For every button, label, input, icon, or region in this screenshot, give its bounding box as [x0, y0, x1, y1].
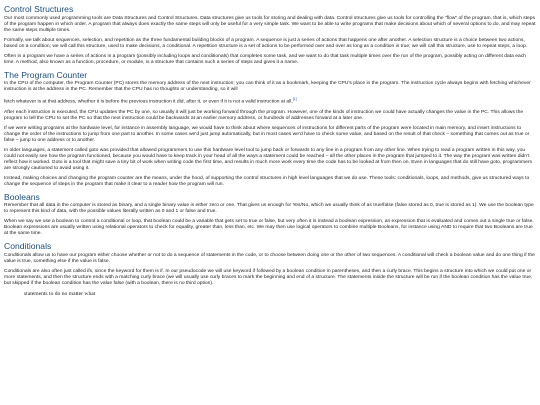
paragraph: When we say we use a boolean to control a conditional or loop, that boolean could be a variable that gets set to true or false, but very often it is instead a boolean expression, an expression that is evaluated and comes out a single true or false. Boolean expressions are usually written using relational operators to check for equality, greater than, less than, etc. We may then use logical operators to combine multiple Booleans, for instance using AND to require that two Booleans are true at the same time.: [4, 219, 534, 237]
paragraph: Conditionals allow us to have our program either choose whether or not to do a sequence of statements in the code, or to choose between doing one or the other of two sequences. A conditional will check a boolean value and do one thing if the value is true, something else if the value is false.: [4, 252, 535, 264]
paragraph: After each instruction is executed, the CPU updates the PC by one, so usually it will just be working forward through the program. However, one of the kinds of instruction we could have actually changes the value in the PC. This allows the program to tell the CPU to set the PC so that the next instruction could be backwards at an earlier memory address, or hundreds of addresses forward at a later one.: [4, 109, 524, 121]
paragraph: [4, 81, 536, 93]
paragraph: Formally, we talk about sequences, selection, and repetition as the three fundamental building blocks of a program. A sequence is just a series of actions that happens one after another. A selection structure is a choice between two actions, based on a condition; we will call this structure, used to make decisions, a conditional. A repetition structure is a set of actions to be performed over and over as long as a condition is true; we will call this structure, use to repeat steps, a loop.: [4, 37, 528, 49]
paragraph-text: In the CPU of the computer, the Program Counter (PC) stores the memory address of the next instruction; you can think of it as a bookmark, keeping the CPU’s place in the program. The instruction cycle always begins with fetching whichever instruction is at the address in the PC. Remember that the CPU has no thoughts or understanding, so it will: [4, 81, 531, 93]
paragraph: In older languages, a statement called goto was provided that allowed programmers to use this hardware level tool to jump back or forwards to any line in a program from any other line. When trying to read a program written in this way, you could not easily see how the program functioned, because you would have to keep track in your head of all the ways a statement could be reached – all the other places in the program that jumped to it. The way the program was written didn’t reflect how it worked. Goto is a tool that might save a tiny bit of work when writing code the first time, and results in much more work every time the code has to be looked at from then on. Even in languages that do still have goto, programmers are strongly cautioned to avoid using it.: [4, 147, 533, 171]
paragraph: Instead, making choices and changing the program counter are the means, under the hood, of supporting the control structures in high level languages that we do use. These tools: conditionals, loops, and methods, give us structured ways to change the sequence of steps in the program that make it clear to a reader how the program will run.: [4, 175, 530, 187]
paragraph: Remember that all data in the computer is stored as binary, and a single binary value is either zero or one. That gives us enough for Yes/No, which we usually think of as true/false (false stored as 0, true is stored as 1). We use the boolean type to represent this kind of data, with the possible values literally written as 0 and 1 or false and true.: [4, 203, 534, 215]
paragraph: Conditionals are also often just called ifs, since the keyword for them is if. In our pseudocode we will use keyword if followed by a boolean condition in parentheses, and then a curly brace. This begins a structure into which we could put one or more statements, and then the structure ends with a matching curly brace (we will usually use curly braces to mark the beginning and end of a structure. The statements inside the structure will be run if the boolean condition has the value true, but skipped if the boolean condition has the value false (with a boolean, there is no third option).: [4, 268, 533, 286]
paragraph: If we were writing programs at the hardware level, for instance in assembly language, we would have to think about where sequences of instructions for different parts of the program were located in main memory, and insert instructions to change the order of the instructions to jump from one part to another. In some cases we’d just jump automatically, but in most cases we’d have to check some value, and based on the result of that check – something that comes out as true or false – jump to one address or to another.: [4, 125, 530, 143]
paragraph: [4, 99, 536, 106]
paragraph-text: fetch whatever is at that address, whether it is before the previous instruction it did, after it, or even if it is not a valid instruction at all.: [4, 99, 293, 105]
pseudocode-line: statements to do no matter what: [24, 290, 96, 297]
heading-program-counter: The Program Counter: [4, 69, 88, 80]
heading-control-structures: Control Structures: [4, 4, 74, 14]
heading-booleans: Booleans: [4, 191, 40, 202]
heading-conditionals: Conditionals: [4, 241, 52, 252]
paragraph: Often in a program we have a series of actions in a program (possibly including loops and conditionals) that completes some task, and we want to do that task multiple times over the run of the program, possibly acting on different data each time. A method, also known as a function, procedure, or module, is a structure that contains such a series of steps and gives it a name.: [4, 53, 526, 65]
footnote-link[interactable]: [1]: [292, 97, 297, 102]
paragraph: Our most commonly used programming tools are Data Structures and Control Structures. Data structures give us tools for storing and dealing with data. Control structures give us tools for controlling the “flow” of the program, that is, which steps of the program happen in which order. A program that always does exactly the same steps will only be useful for a very simple task. We want to be able to write programs that make decisions about which of several options to do, and may repeat the same steps multiple times.: [4, 15, 536, 33]
